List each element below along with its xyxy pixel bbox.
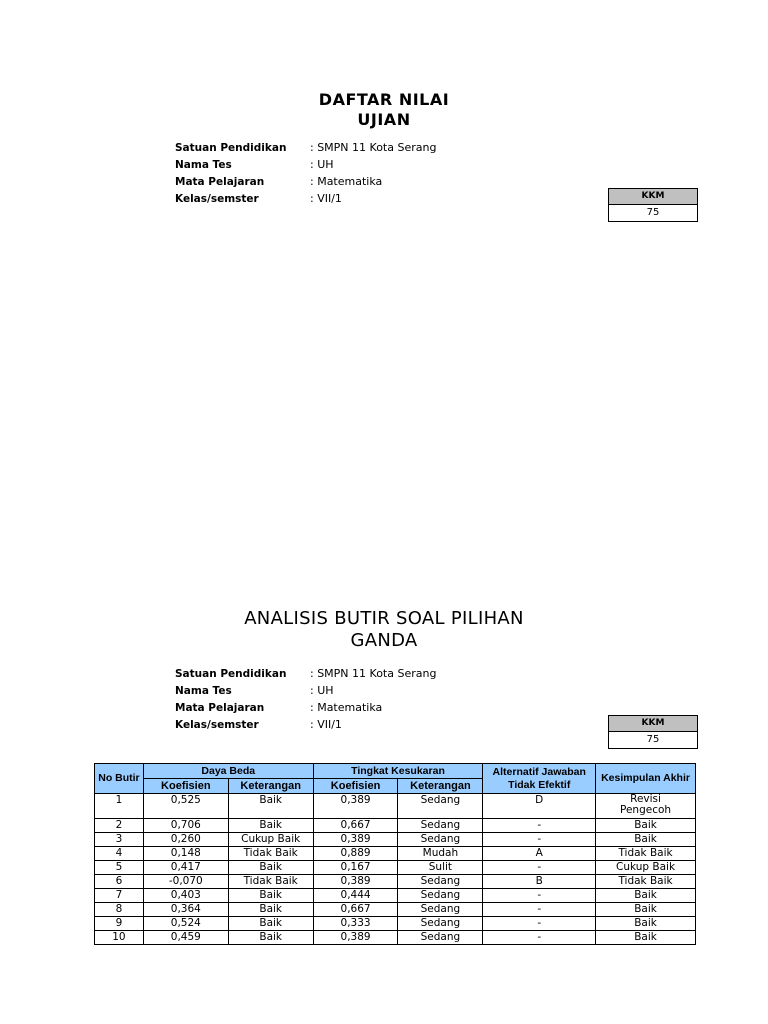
info-value: : UH (310, 684, 334, 697)
title-line-1: DAFTAR NILAI (318, 90, 450, 109)
cell-db-koefisien: 0,364 (143, 903, 228, 917)
cell-tk-koefisien: 0,389 (313, 794, 398, 819)
info-row-nama-tes (175, 156, 436, 173)
cell-alternatif: D (483, 794, 596, 819)
kesimpulan-line-1: Revisi (630, 793, 661, 805)
cell-alternatif: - (483, 861, 596, 875)
title-line-1: ANALISIS BUTIR SOAL PILIHAN (244, 608, 524, 629)
cell-alternatif: - (483, 917, 596, 931)
cell-kesimpulan (596, 794, 696, 819)
cell-kesimpulan: Baik (596, 819, 696, 833)
cell-kesimpulan: Baik (596, 917, 696, 931)
cell-kesimpulan: Cukup Baik (596, 861, 696, 875)
cell-tk-koefisien: 0,667 (313, 819, 398, 833)
analysis-table-body (95, 794, 696, 945)
kkm-value: 75 (646, 207, 660, 218)
kkm-box-2 (608, 715, 698, 749)
page-title-daftar-nilai (0, 90, 768, 130)
cell-no-butir: 5 (95, 861, 144, 875)
cell-tk-keterangan: Mudah (398, 847, 483, 861)
cell-db-keterangan: Baik (228, 861, 313, 875)
cell-no-butir: 7 (95, 889, 144, 903)
info-value: : VII/1 (310, 192, 342, 205)
cell-tk-keterangan: Sedang (398, 931, 483, 945)
cell-alternatif: - (483, 903, 596, 917)
table-row (95, 917, 696, 931)
cell-no-butir: 8 (95, 903, 144, 917)
page-title-analisis (0, 608, 768, 652)
info-value: : VII/1 (310, 718, 342, 731)
cell-no-butir: 9 (95, 917, 144, 931)
cell-db-koefisien: 0,524 (143, 917, 228, 931)
table-row (95, 861, 696, 875)
header-db-koefisien: Koefisien (143, 779, 228, 794)
cell-kesimpulan: Baik (596, 889, 696, 903)
cell-tk-koefisien: 0,667 (313, 903, 398, 917)
cell-no-butir: 3 (95, 833, 144, 847)
kkm-box-1 (608, 188, 698, 222)
cell-db-koefisien: 0,417 (143, 861, 228, 875)
analysis-table (94, 763, 696, 945)
cell-db-keterangan: Cukup Baik (228, 833, 313, 847)
info-label: Nama Tes (175, 159, 232, 171)
info-label: Satuan Pendidikan (175, 668, 287, 680)
info-value: : UH (310, 158, 334, 171)
table-row (95, 889, 696, 903)
kkm-value: 75 (646, 734, 660, 745)
header-no-butir: No Butir (95, 764, 144, 794)
cell-tk-koefisien: 0,389 (313, 833, 398, 847)
cell-db-koefisien: 0,148 (143, 847, 228, 861)
cell-db-keterangan: Baik (228, 819, 313, 833)
table-row (95, 833, 696, 847)
cell-db-keterangan: Baik (228, 889, 313, 903)
info-value: : SMPN 11 Kota Serang (310, 141, 437, 154)
cell-tk-keterangan: Sedang (398, 903, 483, 917)
cell-alternatif: B (483, 875, 596, 889)
info-label: Satuan Pendidikan (175, 142, 287, 154)
info-label: Nama Tes (175, 685, 232, 697)
cell-tk-keterangan: Sedang (398, 794, 483, 819)
info-row-mapel (175, 173, 436, 190)
info-row-nama-tes (175, 682, 436, 699)
kkm-label: KKM (609, 716, 697, 732)
info-block-2 (175, 665, 436, 733)
cell-kesimpulan: Baik (596, 833, 696, 847)
cell-db-keterangan: Tidak Baik (228, 875, 313, 889)
header-tk-koefisien: Koefisien (313, 779, 398, 794)
info-row-satuan (175, 139, 436, 156)
cell-db-koefisien: 0,260 (143, 833, 228, 847)
table-row (95, 931, 696, 945)
header-db-keterangan: Keterangan (228, 779, 313, 794)
kkm-label: KKM (609, 189, 697, 205)
cell-alternatif: - (483, 819, 596, 833)
info-value: : Matematika (310, 175, 383, 188)
table-row (95, 819, 696, 833)
cell-db-koefisien: 0,459 (143, 931, 228, 945)
info-label: Kelas/semster (175, 719, 259, 731)
header-kesimpulan-akhir: Kesimpulan Akhir (596, 764, 696, 794)
cell-alternatif: - (483, 931, 596, 945)
cell-alternatif: - (483, 833, 596, 847)
info-label: Kelas/semster (175, 193, 259, 205)
cell-tk-keterangan: Sulit (398, 861, 483, 875)
cell-tk-koefisien: 0,167 (313, 861, 398, 875)
cell-db-koefisien: 0,525 (143, 794, 228, 819)
header-alternatif-line-1: Alternatif Jawaban (492, 765, 586, 778)
table-row (95, 903, 696, 917)
info-row-kelas (175, 190, 436, 207)
cell-alternatif: - (483, 889, 596, 903)
header-tingkat-kesukaran: Tingkat Kesukaran (313, 764, 483, 779)
cell-no-butir: 2 (95, 819, 144, 833)
cell-db-koefisien: 0,403 (143, 889, 228, 903)
cell-kesimpulan: Tidak Baik (596, 847, 696, 861)
cell-tk-keterangan: Sedang (398, 889, 483, 903)
cell-tk-koefisien: 0,389 (313, 931, 398, 945)
info-row-satuan (175, 665, 436, 682)
cell-tk-keterangan: Sedang (398, 917, 483, 931)
table-row (95, 875, 696, 889)
info-label: Mata Pelajaran (175, 176, 265, 188)
cell-no-butir: 4 (95, 847, 144, 861)
header-alternatif-line-2: Tidak Efektif (508, 778, 571, 791)
cell-tk-keterangan: Sedang (398, 819, 483, 833)
header-tk-keterangan: Keterangan (398, 779, 483, 794)
cell-db-keterangan: Baik (228, 917, 313, 931)
cell-db-koefisien: 0,706 (143, 819, 228, 833)
cell-db-keterangan: Baik (228, 903, 313, 917)
info-value: : Matematika (310, 701, 383, 714)
table-row (95, 794, 696, 819)
kesimpulan-line-2: Pengecoh (620, 804, 672, 816)
cell-tk-keterangan: Sedang (398, 833, 483, 847)
cell-no-butir: 10 (95, 931, 144, 945)
cell-tk-keterangan: Sedang (398, 875, 483, 889)
info-row-kelas (175, 716, 436, 733)
title-line-2: GANDA (350, 630, 418, 651)
cell-tk-koefisien: 0,333 (313, 917, 398, 931)
cell-alternatif: A (483, 847, 596, 861)
cell-db-keterangan: Baik (228, 931, 313, 945)
header-daya-beda: Daya Beda (143, 764, 313, 779)
cell-tk-koefisien: 0,389 (313, 875, 398, 889)
cell-kesimpulan: Baik (596, 903, 696, 917)
info-value: : SMPN 11 Kota Serang (310, 667, 437, 680)
cell-no-butir: 6 (95, 875, 144, 889)
info-row-mapel (175, 699, 436, 716)
cell-db-keterangan: Baik (228, 794, 313, 819)
cell-kesimpulan: Tidak Baik (596, 875, 696, 889)
info-block-1 (175, 139, 436, 207)
title-line-2: UJIAN (357, 110, 411, 129)
cell-tk-koefisien: 0,444 (313, 889, 398, 903)
cell-db-koefisien: -0,070 (143, 875, 228, 889)
table-row (95, 847, 696, 861)
info-label: Mata Pelajaran (175, 702, 265, 714)
cell-tk-koefisien: 0,889 (313, 847, 398, 861)
cell-no-butir: 1 (95, 794, 144, 819)
cell-kesimpulan: Baik (596, 931, 696, 945)
header-alternatif-jawaban (483, 764, 596, 794)
cell-db-keterangan: Tidak Baik (228, 847, 313, 861)
